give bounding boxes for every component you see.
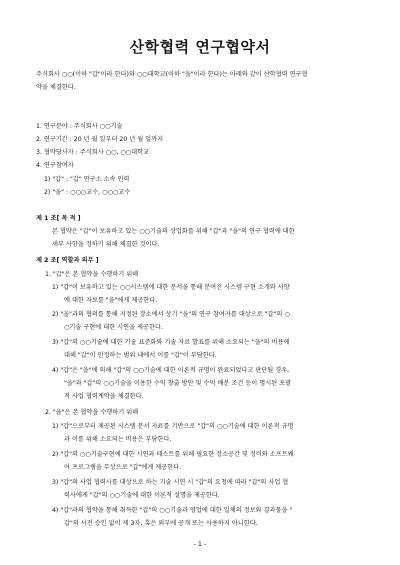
article1-heading: 제 1 조[ 목 적 ] xyxy=(36,215,81,222)
section2-item-3: 3) "갑"의 사업 협력사를 대상으로 하는 기술 시연 시 "갑"의 요청에 따라 "갑"의 사업 협 xyxy=(52,479,289,486)
section1-item-4: 4) "갑"은 "을"에 의해 "갑"의 ○○기술에 대한 이론적 규명이 완료되었다고 판단될 경우, xyxy=(52,367,290,374)
info-participants: 4. 연구참여자 xyxy=(36,162,74,169)
info-research-field: 1. 연구분야 : 주식회사 ○○기술 xyxy=(36,123,123,130)
section2-item-2-cont: 어 프로그램을 무상으로 "갑"에게 제공한다. xyxy=(64,464,182,471)
article2-heading: 제 2 조[ 역할과 의무 ] xyxy=(36,257,99,264)
document-title: 산학협력 연구협약서 xyxy=(129,38,271,56)
section2-item-4-cont: 갑"의 사전 승인 없이 제 3자, 혹은 외부에 공개 또는 사용하지 아니한다. xyxy=(64,520,258,527)
section2-title: 2. "을"은 본 협약을 수행하기 위해 xyxy=(45,409,139,416)
section1-item-2: 2) "을"과의 협의를 통해 지정된 장소에서 상기 "을"의 연구 참여자를 대상으로 "갑"의 ○ xyxy=(52,311,290,318)
section1-item-4-cont2: 적 사업 협력계약을 체결한다. xyxy=(64,393,144,400)
section1-item-3: 3) "갑"의 ○○기술에 대한 기술 표준화와 기술 자료 발표를 위해 소요되는 "을"의 비용에 xyxy=(52,339,290,346)
intro-line-2: 약을 체결한다. xyxy=(36,84,76,91)
section1-item-1: 1) "갑"이 보유하고 있는 ○○시스템에 대한 문서을 통해 분여진 시스템 구현 소개와 사양 xyxy=(52,284,290,291)
article1-body-2: 세부 사항을 정하기 위해 체결한 것이다. xyxy=(52,241,160,248)
section1-item-2-cont: ○기술 구현에 대한 시연을 제공한다. xyxy=(64,324,163,331)
article1-body-1: 본 협약은 "갑"이 보유하고 있는 ○○기술의 상업화를 위해 "갑"과 "을"의 연구 협력에 대한 xyxy=(52,228,295,235)
section2-item-4: 4) "갑"과의 협약을 통해 취득한 "갑"의 ○○기술과 영업에 대한 일체의 정보와 결과물을 " xyxy=(52,507,293,514)
intro-line-1: 주식회사 ○○(이하 "갑"이라 한다)와 ○○대학교(이하 "을"이라 한다)는 아래와 같이 산학협력 연구협 xyxy=(36,71,308,78)
section1-item-3-cont: 대해 "갑"이 인정하는 범위 내에서 이를 "갑"이 부담한다. xyxy=(64,352,217,359)
section1-item-1-cont: 에 대한 자료를 "을"에게 제공한다. xyxy=(64,297,158,304)
section2-item-3-cont: 력사에게 "갑"의 ○○기술에 대한 이론적 설명을 제공한다. xyxy=(64,492,220,499)
info-research-period: 2. 연구기간 : 20 년 월 일부터 20 년 월 일까지 xyxy=(36,136,164,143)
section2-item-2: 2) "갑"의 ○○기술구현에 대한 시연과 테스트를 위해 필요한 장소공간 및 정비와 소프트웨 xyxy=(52,451,294,458)
info-parties: 3. 협약당사자 : 주식회사 ○○, ○○대학교 xyxy=(36,149,150,156)
section1-title: 1. "갑"은 본 협약을 수행하기 위해 xyxy=(45,271,139,278)
section2-item-1: 1) "갑"으로부터 제공된 시스템 문서 자료를 기반으로 "갑"의 ○○기술에 대한 이론적 규명 xyxy=(52,423,294,430)
section2-item-1-cont: 과 이를 위해 소요되는 비용은 부담한다. xyxy=(64,436,172,443)
participant-gap: 1) "갑" : "갑" 연구소 소속 인력 xyxy=(44,176,130,183)
page-number: - 1 - xyxy=(193,540,207,548)
participant-eul: 2) "을" : ○○○교수, ○○○교수 xyxy=(44,189,131,196)
section1-item-4-cont1: "을"과 "갑"의 ○○기술을 이용한 수익 창출 방안 및 수익 배분 조건 등이 명시된 포괄 xyxy=(64,380,292,387)
